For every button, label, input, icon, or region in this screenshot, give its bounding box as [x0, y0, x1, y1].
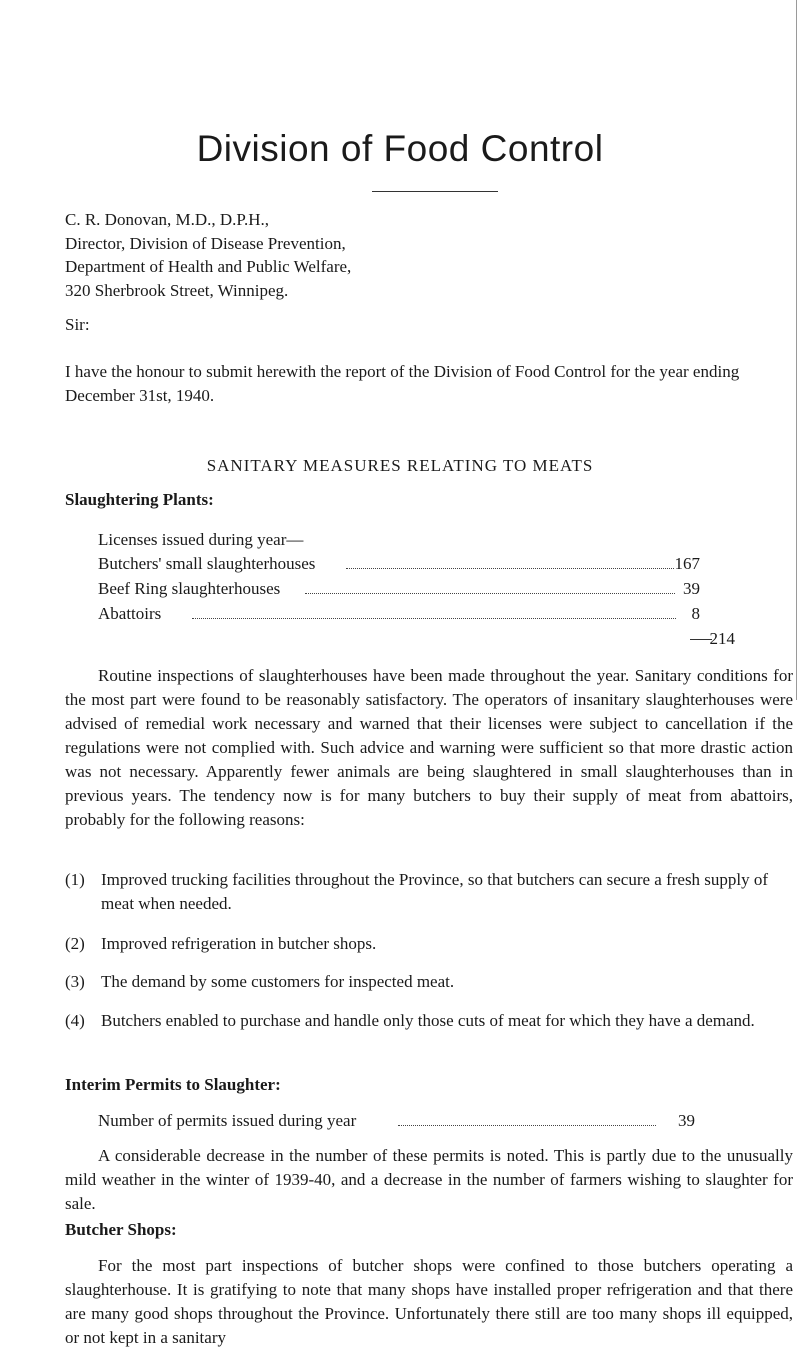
salutation: Sir:: [65, 315, 90, 334]
list-item-number: (4): [65, 1011, 85, 1030]
interim-paragraph: [65, 1144, 793, 1216]
interim-heading: Interim Permits to Slaughter:: [65, 1075, 281, 1094]
slaughtering-heading: Slaughtering Plants:: [65, 490, 214, 509]
page-title: Division of Food Control: [196, 128, 604, 169]
intro-paragraph: [65, 360, 793, 408]
list-item: [65, 970, 793, 994]
slaughtering-paragraph: [65, 664, 793, 832]
leader-dots: [192, 618, 676, 619]
butcher-shops-heading: Butcher Shops:: [65, 1220, 177, 1239]
license-row-label: Butchers' small slaughterhouses: [98, 554, 316, 573]
leader-dots: [346, 568, 674, 569]
list-item: [65, 932, 793, 956]
licenses-label: Licenses issued during year—: [98, 530, 304, 549]
list-item-number: (3): [65, 972, 85, 991]
license-row-value: 167: [674, 554, 700, 573]
address-block: [65, 208, 351, 302]
license-row-label: Beef Ring slaughterhouses: [98, 579, 281, 598]
address-line: Department of Health and Public Welfare,: [65, 257, 352, 276]
list-item-text: Improved refrigeration in butcher shops.: [101, 934, 377, 953]
license-row-label: Abattoirs: [98, 604, 162, 623]
address-line: Director, Division of Disease Prevention,: [65, 233, 346, 253]
license-total: 214: [709, 629, 735, 648]
intro-text: I have the honour to submit herewith the report of the Division of Food Control for the year ending December 31st, 1940.: [65, 362, 740, 405]
address-line: 320 Sherbrook Street, Winnipeg.: [65, 280, 289, 300]
list-item-text: Improved trucking facilities throughout the Province, so that butchers can secure a fresh supply of meat when needed.: [101, 870, 769, 913]
list-item: [65, 1009, 793, 1033]
list-item: [65, 868, 793, 916]
interim-paragraph-text: A considerable decrease in the number of these permits is noted. This is partly due to the unusually mild weather in the winter of 1939-40, and a decrease in the number of farmers wishing to slaughter for sale.: [65, 1146, 793, 1213]
list-item-number: (1): [65, 870, 85, 889]
list-item-number: (2): [65, 934, 85, 953]
permits-value: 39: [678, 1111, 695, 1130]
license-row-value: 39: [683, 579, 700, 598]
butcher-shops-paragraph-text: For the most part inspections of butcher shops were confined to those butchers operating a slaughterhouse. It is gratifying to note that many shops have installed proper refrigeration and that there are many good shops throughout the Province. Unfortunately there still are too many shops ill equipped, or not kept in a sanitary: [65, 1256, 793, 1347]
leader-dots: [398, 1125, 656, 1126]
list-item-text: The demand by some customers for inspected meat.: [101, 972, 455, 991]
title-divider: [372, 191, 498, 192]
list-item-text: Butchers enabled to purchase and handle only those cuts of meat for which they have a demand.: [101, 1011, 755, 1030]
section-heading: SANITARY MEASURES RELATING TO MEATS: [206, 456, 594, 475]
butcher-shops-paragraph: [65, 1254, 793, 1350]
address-line: C. R. Donovan, M.D., D.P.H.,: [65, 210, 270, 229]
permits-label: Number of permits issued during year: [98, 1111, 357, 1130]
slaughtering-paragraph-text: Routine inspections of slaughterhouses have been made throughout the year. Sanitary conditions for the most part were found to be reasonably satisfactory. The operators of insanitary slaughterhouses were advised of remedial work necessary and warned that their licenses were subject to cancellation if the regulations were not complied with. Such advice and warning were sufficient so that more drastic action was not necessary. Apparently fewer animals are being slaughtered in small slaughterhouses than in previous years. The tendency now is for many butchers to buy their supply of meat from abattoirs, probably for the following reasons:: [65, 666, 793, 829]
license-row-value: 8: [691, 604, 700, 623]
leader-dots: [305, 593, 675, 594]
scan-edge-line: [796, 0, 797, 700]
